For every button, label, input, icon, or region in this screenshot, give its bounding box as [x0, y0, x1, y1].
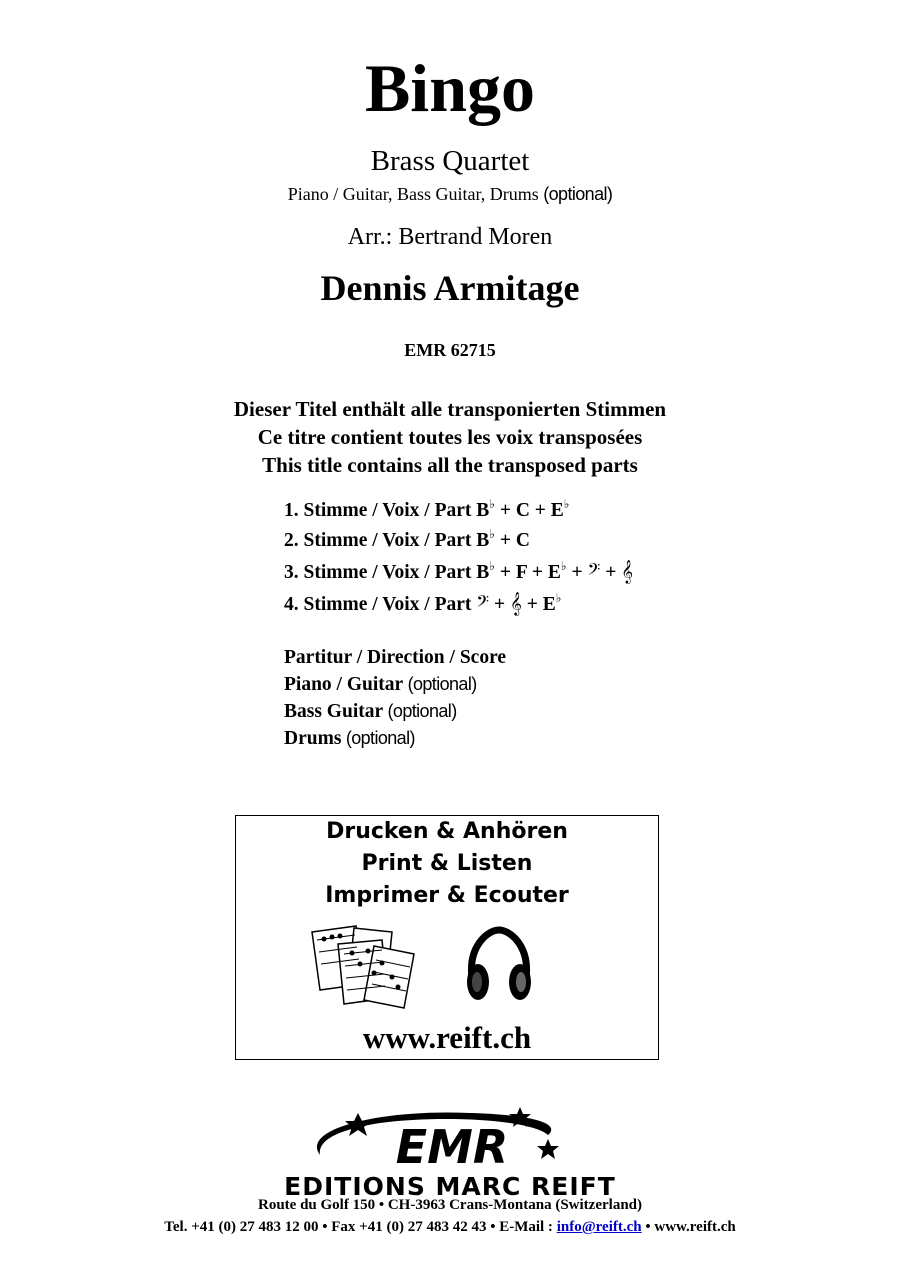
- arranger: Arr.: Bertrand Moren: [347, 224, 553, 250]
- flat-symbol: ♭: [555, 590, 562, 605]
- notice: [0, 395, 900, 479]
- part-3: 3. Stimme / Voix / Part B♭ + F + E♭ + 𝄢 + 𝄞: [284, 558, 634, 583]
- flat-symbol: ♭: [489, 526, 495, 541]
- promo-line-de: Drucken & Anhören: [326, 819, 568, 844]
- email-link[interactable]: info@reift.ch: [556, 1219, 642, 1235]
- doc-bass: Bass Guitar (optional): [284, 701, 457, 722]
- sheet-music-icon: [308, 924, 420, 1010]
- treble-clef-icon: 𝄞: [510, 591, 522, 615]
- doc-score: Partitur / Direction / Score: [284, 647, 507, 668]
- logo-emr-text: EMR: [395, 1120, 509, 1174]
- notice-de: Dieser Titel enthält alle transponierten Stimmen: [233, 397, 667, 421]
- bass-clef-icon: 𝄢: [476, 591, 490, 615]
- publisher-contact: Tel. +41 (0) 27 483 12 00 • Fax +41 (0) 27 483 42 43 • E-Mail : info@reift.ch • www.reift.ch: [164, 1219, 736, 1235]
- catalog-number: EMR 62715: [404, 340, 496, 360]
- doc-drums: Drums (optional): [284, 728, 415, 749]
- flat-symbol: ♭: [560, 558, 567, 573]
- treble-clef-icon: 𝄞: [621, 559, 634, 583]
- promo-line-en: Print & Listen: [361, 851, 533, 876]
- doc-piano: Piano / Guitar (optional): [284, 674, 477, 695]
- print-listen-box: [235, 815, 659, 1060]
- notice-en: This title contains all the transposed parts: [262, 453, 638, 477]
- page-title: Bingo: [364, 50, 536, 126]
- flat-symbol: ♭: [489, 558, 495, 573]
- subtitle: Brass Quartet: [370, 145, 530, 177]
- bass-clef-icon: 𝄢: [587, 559, 601, 583]
- emr-logo: [0, 1105, 900, 1201]
- part-4: 4. Stimme / Voix / Part 𝄢 + 𝄞 + E♭: [284, 590, 562, 615]
- instrumentation-text: Piano / Guitar, Bass Guitar, Drums: [287, 184, 544, 204]
- flat-symbol: ♭: [563, 496, 570, 511]
- notice-fr: Ce titre contient toutes les voix transposées: [257, 425, 643, 449]
- part-1: 1. Stimme / Voix / Part B♭ + C + E♭: [284, 496, 570, 521]
- composer: Dennis Armitage: [320, 268, 580, 308]
- instrumentation: [0, 182, 900, 206]
- parts-list: [284, 496, 633, 620]
- flat-symbol: ♭: [489, 496, 495, 511]
- promo-line-fr: Imprimer & Ecouter: [325, 883, 569, 908]
- headphones-icon: [464, 926, 534, 1006]
- documents-list: [284, 645, 506, 752]
- publisher-address: Route du Golf 150 • CH-3963 Crans-Montana (Switzerland): [258, 1197, 642, 1213]
- promo-url-link[interactable]: www.reift.ch: [362, 1020, 532, 1055]
- instrumentation-optional: (optional): [543, 184, 613, 204]
- logo-publisher-name: EDITIONS MARC REIFT: [284, 1172, 616, 1201]
- part-2: 2. Stimme / Voix / Part B♭ + C: [284, 526, 530, 551]
